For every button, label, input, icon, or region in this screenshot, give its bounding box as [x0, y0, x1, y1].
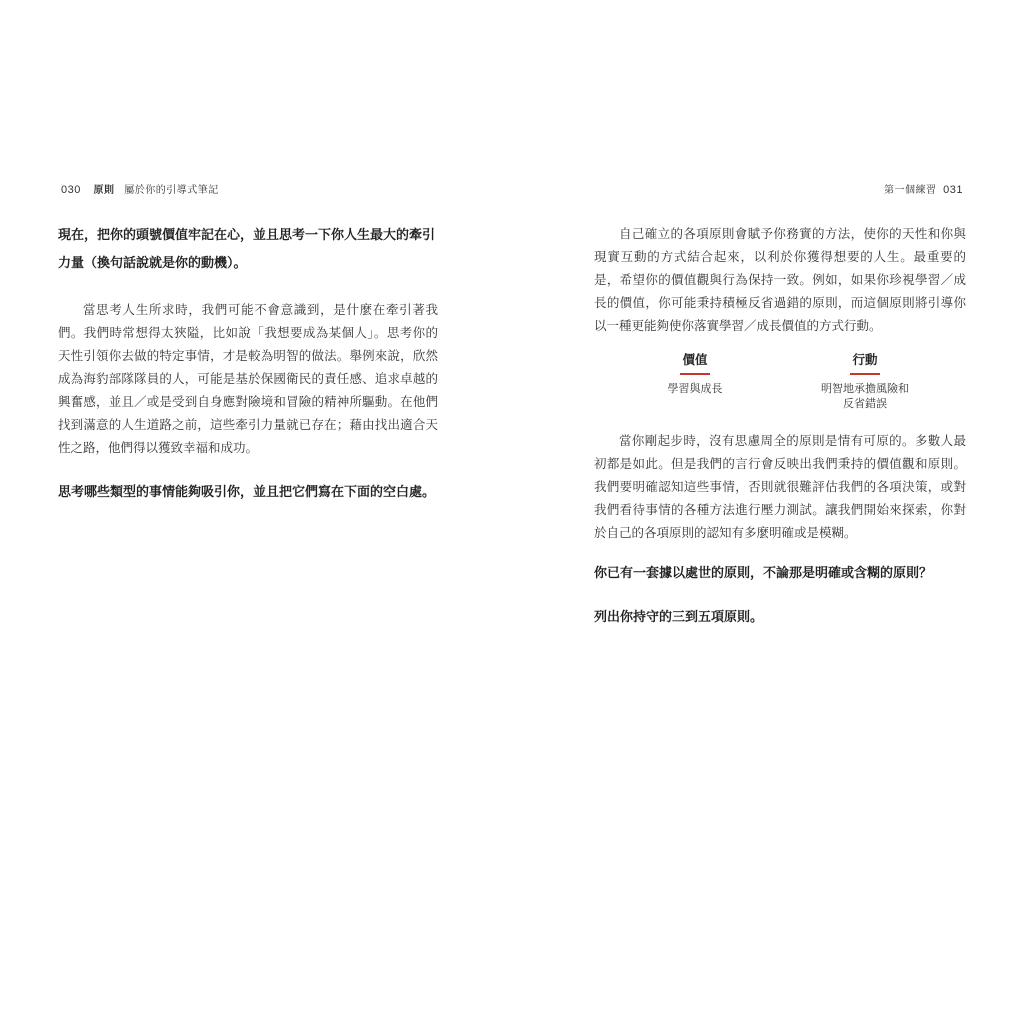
book-subtitle: 屬於你的引導式筆記 — [124, 185, 219, 196]
left-content — [58, 222, 438, 507]
exercise-prompt: 思考哪些類型的事情能夠吸引你，並且把它們寫在下面的空白處。 — [58, 485, 436, 500]
action-header: 行動 — [852, 352, 878, 367]
page-number: 031 — [943, 184, 963, 196]
value-column — [640, 351, 750, 411]
action-text-line2: 反省錯誤 — [843, 397, 887, 410]
body-paragraph: 自己確立的各項原則會賦予你務實的方法，使你的天性和你與現實互動的方式結合起來，以利於你獲得想要的人生。最重要的是，希望你的價值觀與行為保持一致。例如，如果你珍視學習／成長的價值，你可能秉持積極反省過錯的原則，而這個原則將引導你以一種更能夠使你落實學習／成長價值的方式行動。 — [594, 226, 966, 333]
body-paragraph: 當你剛起步時，沒有思慮周全的原則是情有可原的。多數人最初都是如此。但是我們的言行會反映出我們秉持的價值觀和原則。我們要明確認知這些事情，否則就很難評估我們的各項決策，或對我們看待事情的各種方法進行壓力測試。讓我們開始來探索，你對於自己的各項原則的認知有多麼明確或是模糊。 — [594, 433, 966, 540]
header-rule — [850, 373, 880, 375]
page-number: 030 — [61, 184, 81, 196]
header-rule — [680, 373, 710, 375]
value-action-table — [594, 351, 966, 411]
running-head-right — [594, 181, 966, 196]
right-page — [594, 0, 966, 1024]
right-content — [594, 222, 966, 632]
action-column — [810, 351, 920, 411]
value-header: 價值 — [682, 352, 708, 367]
left-page — [58, 0, 438, 1024]
action-text-line1: 明智地承擔風險和 — [821, 382, 909, 395]
value-text: 學習與成長 — [667, 382, 723, 395]
section-title: 原則 — [93, 185, 115, 196]
exercise-prompt: 你已有一套據以處世的原則，不論那是明確或含糊的原則？ — [594, 566, 933, 581]
body-paragraph: 當思考人生所求時，我們可能不會意識到，是什麼在牽引著我們。我們時常想得太狹隘，比如說「我想要成為某個人」。思考你的天性引領你去做的特定事情，才是較為明智的做法。舉例來說，欣然成為海豹部隊隊員的人，可能是基於保國衛民的責任感、追求卓越的興奮感，並且／或是受到自身應對險境和冒險的精神所驅動。在他們找到滿意的人生道路之前，這些牽引力量就已存在；藉由找出適合天性之路，他們得以獲致幸福和成功。 — [58, 302, 438, 455]
exercise-prompt: 現在，把你的頭號價值牢記在心，並且思考一下你人生最大的牽引力量（換句話說就是你的動機）。 — [58, 228, 436, 271]
running-head-left — [58, 181, 438, 196]
chapter-title: 第一個練習 — [883, 185, 937, 196]
exercise-prompt: 列出你持守的三到五項原則。 — [594, 610, 764, 625]
